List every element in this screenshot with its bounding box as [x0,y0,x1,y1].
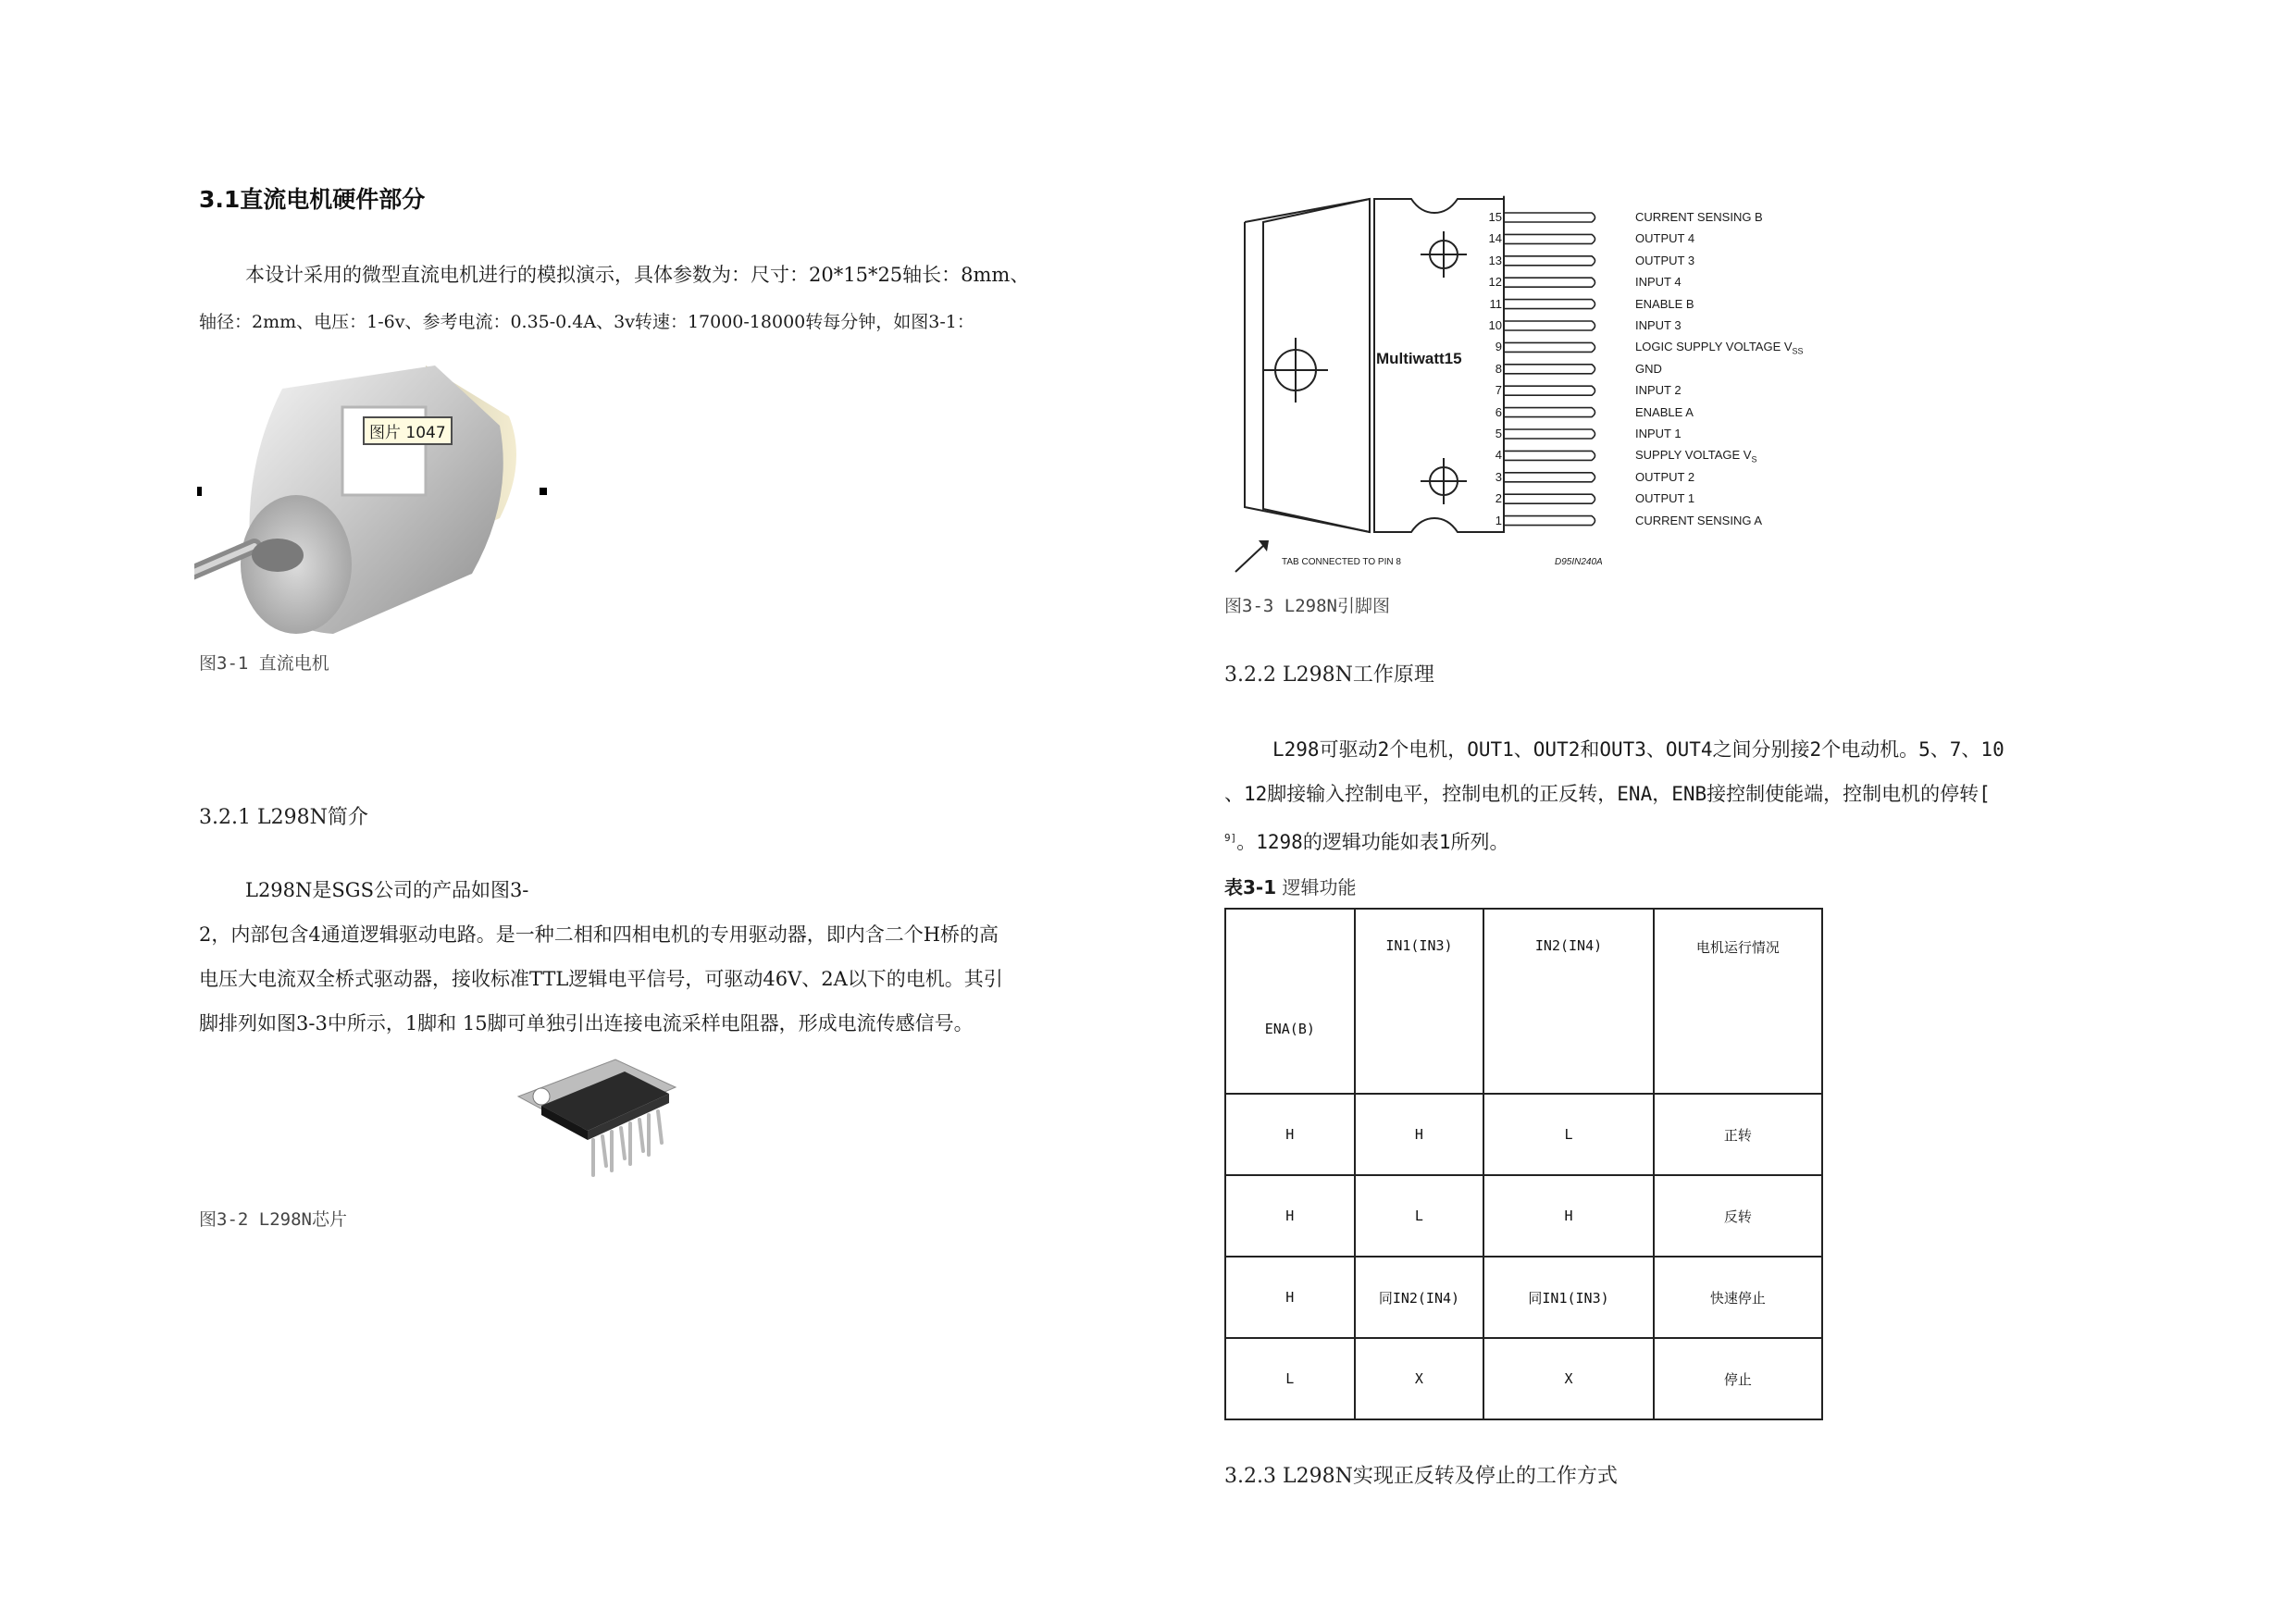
table-cell: H [1483,1175,1653,1257]
pin-label [1635,297,1694,311]
pin-lead [1504,278,1595,287]
tab-connected-note: TAB CONNECTED TO PIN 8 [1282,557,1401,567]
l298n-chip-image [504,1055,689,1184]
pin-lead [1504,516,1595,526]
table-row [1225,1094,1822,1175]
pin-label-subscript: S [1751,454,1757,465]
figure-caption-3-2: 图3-2 L298N芯片 [199,1209,347,1230]
table-cell: 正转 [1654,1094,1822,1175]
pin-lead [1504,365,1595,374]
pin-lead [1504,494,1595,503]
table-cell: X [1355,1338,1484,1419]
pin-label-subscript: SS [1792,346,1804,356]
section-heading-3-2-2: 3.2.2 L298N工作原理 [1224,663,1434,687]
pin-label-text: LOGIC SUPPLY VOLTAGE V [1635,340,1793,354]
paragraph-principle-line1: L298可驱动2个电机，OUT1、OUT2和OUT3、OUT4之间分别接2个电动机。5、7、10 [1272,738,2004,761]
pin-number: 2 [1495,491,1502,506]
pin-label-text: CURRENT SENSING B [1635,210,1763,224]
pin-label [1635,340,1804,356]
pin-lead [1504,321,1595,330]
logic-function-table [1224,908,1823,1420]
pin-label [1635,254,1694,267]
pin-label [1635,383,1682,397]
pin-number: 15 [1488,210,1502,224]
pin-label-text: INPUT 1 [1635,427,1682,440]
pin-lead [1504,429,1595,439]
pin-label-text: INPUT 3 [1635,318,1682,332]
paragraph-motor-line1: 本设计采用的微型直流电机进行的模拟演示，具体参数为：尺寸：20*15*25轴长：8mm、 [245,264,1030,286]
pin-label-text: INPUT 2 [1635,383,1682,398]
pin-lead [1504,213,1595,222]
pin-lead [1504,473,1595,482]
pin-number: 3 [1495,469,1502,484]
pin-lead [1504,342,1595,352]
pin-label [1635,231,1694,245]
table-cell: 快速停止 [1654,1257,1822,1338]
figure-caption-3-1: 图3-1 直流电机 [199,653,329,674]
table-cell: H [1225,1094,1355,1175]
section-heading-3-1: 3.1直流电机硬件部分 [199,186,426,213]
pin-number: 8 [1495,361,1502,376]
section-heading-3-2-1: 3.2.1 L298N简介 [199,806,368,829]
table-cell: H [1355,1094,1484,1175]
pin-label-text: INPUT 4 [1635,275,1682,290]
pin-label [1635,362,1662,376]
table-cell: 同IN2(IN4) [1355,1257,1484,1338]
pin-lead [1504,386,1595,395]
table-row [1225,1338,1822,1419]
diagram-code: D95IN240A [1555,557,1603,567]
paragraph-l298n-line1: L298N是SGS公司的产品如图3- [245,879,529,901]
table-cell: 反转 [1654,1175,1822,1257]
pin-label-text: ENABLE B [1635,296,1694,311]
table-cell: L [1483,1094,1653,1175]
table-cell: X [1483,1338,1653,1419]
pin-number: 4 [1495,448,1502,463]
table-cell: L [1225,1338,1355,1419]
pin-label [1635,514,1762,527]
table-row [1225,1257,1822,1338]
table-cell: H [1225,1175,1355,1257]
pin-number: 5 [1495,427,1502,440]
figure-caption-3-3: 图3-3 L298N引脚图 [1224,596,1390,616]
pin-label [1635,318,1682,332]
pin-number: 1 [1495,513,1502,527]
pin-label-text: SUPPLY VOLTAGE V [1635,448,1752,463]
table-row [1225,1175,1822,1257]
table-cell: H [1225,1257,1355,1338]
pin-label [1635,405,1694,419]
pin-label-text: OUTPUT 1 [1635,491,1695,506]
pin-number: 10 [1488,318,1502,332]
pin-label [1635,491,1694,505]
paragraph-principle-line3-text: 。1298的逻辑功能如表1所列。 [1236,831,1509,853]
table-caption-number: 表3-1 [1224,876,1277,898]
pin-number: 11 [1489,296,1502,311]
pin-label-text: OUTPUT 2 [1635,469,1695,484]
paragraph-l298n-line3: 电压大电流双全桥式驱动器，接收标准TTL逻辑电平信号，可驱动46V、2A以下的电机。其引 [199,968,1003,990]
pin-label-text: OUTPUT 4 [1635,231,1695,246]
pin-lead [1504,234,1595,243]
pin-number: 6 [1495,404,1502,419]
table-cell: 停止 [1654,1338,1822,1419]
pin-number: 12 [1488,275,1502,290]
table-header-row [1225,909,1822,1094]
pin-label [1635,470,1694,484]
pin-label-text: OUTPUT 3 [1635,253,1695,267]
l298n-pinout-diagram [1226,194,1818,583]
pin-label [1635,448,1757,465]
table-header-cell: IN1(IN3) [1355,909,1484,1094]
section-heading-3-2-3: 3.2.3 L298N实现正反转及停止的工作方式 [1224,1465,1618,1488]
pin-lead [1504,300,1595,309]
pin-label [1635,427,1682,440]
dc-motor-image [194,361,555,643]
pin-lead [1504,408,1595,417]
table-cell: L [1355,1175,1484,1257]
image-tag-label: 图片 1047 [363,416,453,445]
paragraph-motor-line2: 轴径：2mm、电压：1-6v、参考电流：0.35-0.4A、3v转速：17000-18000转每分钟，如图3-1： [199,312,974,332]
table-caption-title: 逻辑功能 [1282,876,1357,898]
citation-ref: 9] [1224,832,1237,844]
table-cell: 同IN1(IN3) [1483,1257,1653,1338]
pin-label-text: CURRENT SENSING A [1635,513,1763,527]
table-header-cell: IN2(IN4) [1483,909,1653,1094]
pin-label-text: GND [1635,361,1662,376]
pin-label-text: ENABLE A [1635,404,1694,419]
table-header-cell: ENA(B) [1225,909,1355,1094]
table-header-cell: 电机运行情况 [1654,909,1822,1094]
paragraph-principle-line3 [1224,816,1508,864]
pin-label [1635,275,1682,289]
paragraph-l298n-line4: 脚排列如图3-3中所示，1脚和 15脚可单独引出连接电流采样电阻器，形成电流传感信号。 [199,1012,974,1035]
paragraph-l298n-line2: 2，内部包含4通道逻辑驱动电路。是一种二相和四相电机的专用驱动器，即内含二个H桥的高 [199,923,999,946]
pin-number: 9 [1495,340,1502,354]
pin-lead [1504,256,1595,266]
selection-handle-left[interactable] [197,487,202,496]
package-label: Multiwatt15 [1376,350,1462,367]
pin-number: 13 [1488,253,1502,267]
pin-number: 14 [1488,231,1502,246]
pin-number: 7 [1495,383,1502,398]
table-caption [1224,873,1357,899]
selection-handle-right[interactable] [540,488,547,495]
pin-label [1635,210,1763,224]
paragraph-principle-line2: 、12脚接输入控制电平，控制电机的正反转，ENA，ENB接控制使能端，控制电机的停转[ [1224,783,1991,805]
pin-lead [1504,451,1595,460]
